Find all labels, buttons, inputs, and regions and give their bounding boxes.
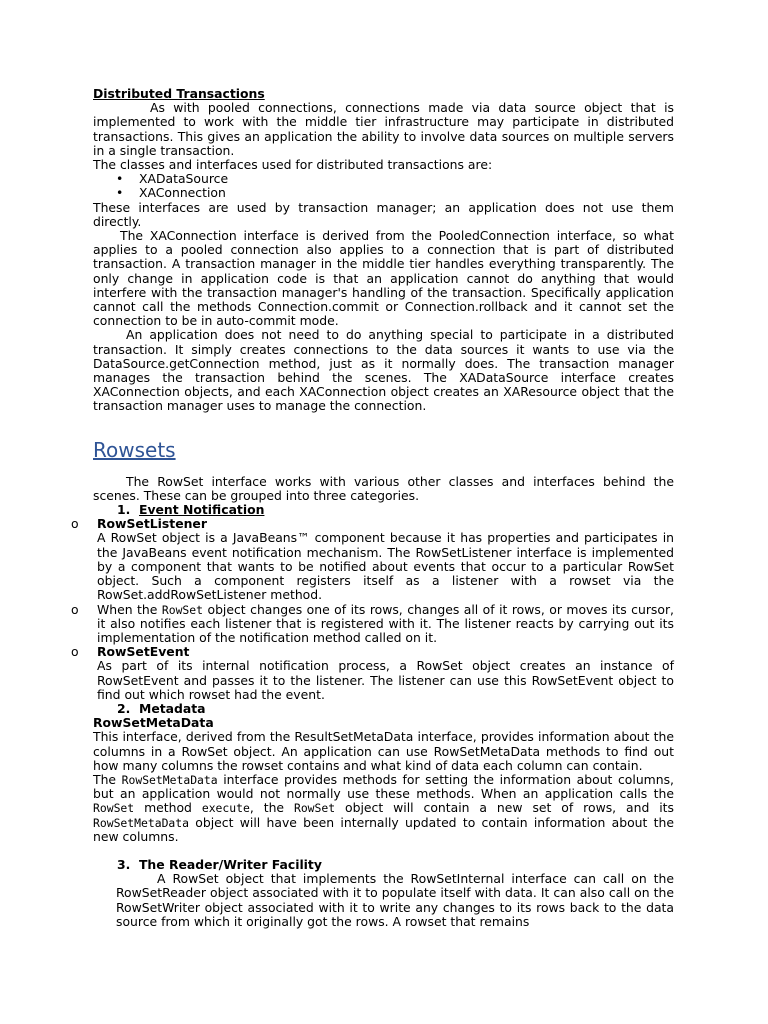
distributed-para-4: The XAConnection interface is derived from the PooledConnection interface, so what applies to a pooled connection also applies to a connection that is part of distributed transaction. A transaction manager in the middle tier handles everything transparently. The only change in application code is that an application cannot do anything that would interfere with the transaction manager's handling of the transaction. Specifically application cannot call the methods Connection.commit or Connection.rollback and it cannot set the connection to be in auto-commit mode. [93,228,674,329]
section-number: 3. [117,856,131,872]
section-number: 2. [117,700,131,716]
list-item [71,601,674,646]
metadata-para-1: This interface, derived from the ResultSetMetaData interface, provides information about the columns in a RowSet object. An application can use RowSetMetaData methods to find out how many columns the rowset contains and what kind of data each column can contain. [93,729,674,773]
distributed-para-3: These interfaces are used by transaction manager; an application does not use them directly. [93,199,674,229]
distributed-transactions-heading: Distributed Transactions [93,86,265,101]
list-item [71,516,674,532]
section-1-heading [93,503,674,517]
section-3-heading [93,858,674,872]
list-marker: o [71,644,79,660]
item-title: RowSetListener [97,516,207,532]
rowset-event-text: As part of its internal notification process, a RowSet object creates an instance of RowSetEvent and passes it to the listener. The listener can use this RowSetEvent object to find out which rowset had the event. [97,658,674,702]
item-title: RowSetEvent [97,644,190,660]
rowset-change-text: When the RowSet object changes one of its rows, changes all of it rows, or moves its cursor, it also notifies each listener that is registered with it. The listener reacts by carrying out its implementation of the notification method called on it. [97,601,674,645]
rowsets-intro: The RowSet interface works with various other classes and interfaces behind the scenes. These can be grouped into three categories. [93,473,674,503]
distributed-para-1: As with pooled connections, connections made via data source object that is implemented to work with the middle tier infrastructure may participate in distributed transactions. This gives an application the ability to involve data sources on multiple servers in a single transaction. [93,100,674,158]
distributed-para-5: An application does not need to do anything special to participate in a distributed transaction. It simply creates connections to the data sources it wants to use via the DataSource.getConnection method, just as it normally does. The transaction manager manages the transaction behind the scenes. The XADataSource interface creates XAConnection objects, and each XAConnection object creates an XAResource object that the transaction manager uses to manage the connection. [93,327,674,414]
list-item: • XAConnection [93,186,674,200]
list-marker: o [71,601,79,617]
document-page [71,86,674,929]
distributed-bullet-list [93,172,674,200]
section-title: The Reader/Writer Facility [138,856,322,872]
reader-writer-para: A RowSet object that implements the RowSetInternal interface can call on the RowSetReader object associated with it to populate itself with data. It can also call on the RowSetWriter object associated with it to write any changes to its rows back to the data source from which it originally got the rows. A rowset that remains [116,871,674,929]
list-item [71,644,674,660]
metadata-para-2: The RowSetMetaData interface provides methods for setting the information about columns, but an application would not normally use these methods. When an application calls the RowSet method execute, the RowSet object will contain a new set of rows, and its RowSetMetaData object will have been internally updated to contain information about the new columns. [93,771,674,844]
distributed-para-2: The classes and interfaces used for distributed transactions are: [93,157,493,173]
section-title: Metadata [138,700,206,716]
section-2-heading [93,702,674,716]
list-marker: o [71,516,79,532]
section-title: Event Notification [138,502,265,518]
list-item: • XADataSource [93,172,674,186]
rowset-listener-text: A RowSet object is a JavaBeans™ component because it has properties and participates in the JavaBeans event notification mechanism. The RowSetListener interface is implemented by a component that wants to be notified about events that occur to a particular RowSet object. Such a component registers itself as a listener with a rowset via the RowSet.addRowSetListener method. [97,530,674,603]
section-number: 1. [117,502,131,518]
rowset-metadata-subtitle: RowSetMetaData [93,715,214,731]
rowsets-heading: Rowsets [93,437,176,462]
